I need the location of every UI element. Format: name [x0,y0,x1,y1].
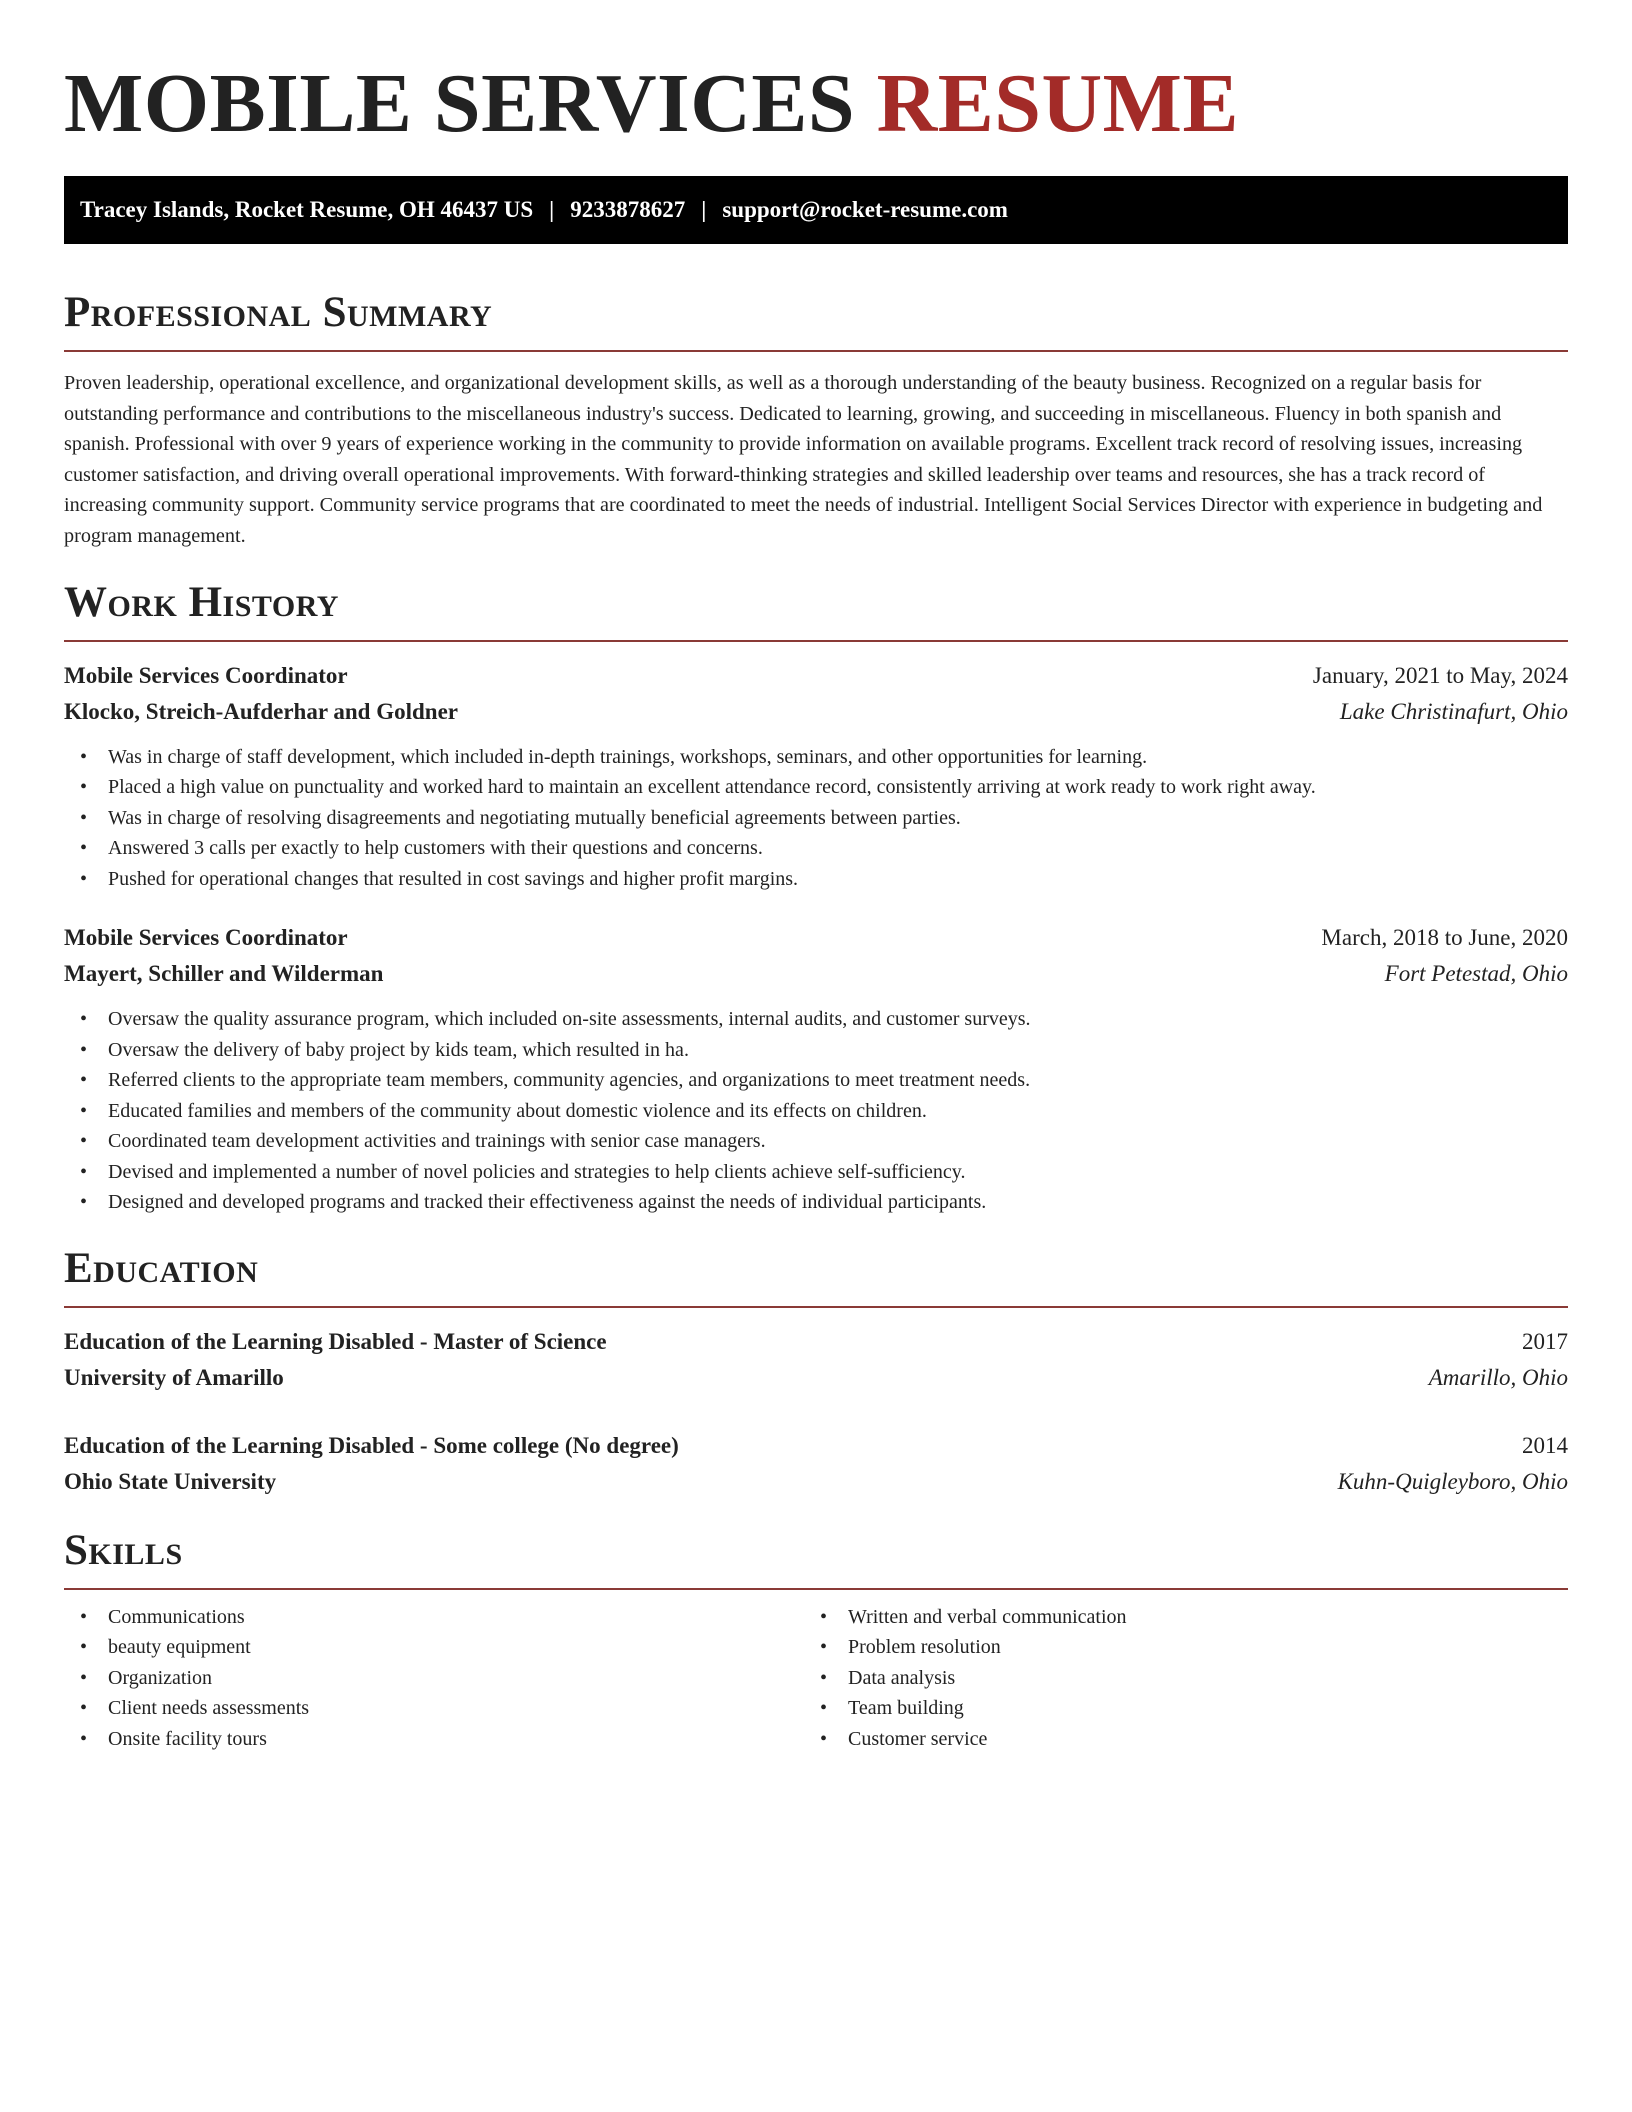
education-entry [64,1428,1568,1500]
education-school-row [64,1464,1568,1500]
education-year: 2017 [1522,1328,1568,1354]
job-company: Klocko, Streich-Aufderhar and Goldner [64,698,458,724]
list-item: • Team building [804,1693,1544,1724]
education-degree: Education of the Learning Disabled - Some college (No degree) [64,1432,679,1458]
summary-text: Proven leadership, operational excellence, and organizational development skills, as well as a thorough understanding of the beauty business. Recognized on a regular basis for outstanding performance and contributions to the miscellaneous industry's success. Dedicated to learning, growing, and succeeding in miscellaneous. Fluency in both spanish and spanish. Professional with over 9 years of experience working in the community to provide information on available programs. Excellent track record of resolving issues, increasing customer satisfaction, and driving overall operational improvements. With forward-thinking strategies and skilled leadership over teams and resources, she has a track record of increasing community support. Community service programs that are coordinated to meet the needs of industrial. Intelligent Social Services Director with experience in budgeting and program management. [64,372,1543,547]
list-item: • Answered 3 calls per exactly to help customers with their questions and concerns. [64,833,1568,864]
job-company: Mayert, Schiller and Wilderman [64,961,384,987]
list-item: • Devised and implemented a number of novel policies and strategies to help clients achieve self-sufficiency. [64,1157,1568,1188]
skills-list-left [64,1602,804,1755]
contact-separator: | [701,197,707,222]
section-divider [64,1588,1568,1590]
education-school: Ohio State University [64,1468,277,1494]
section-heading: Education [64,1244,259,1292]
title-main: MOBILE SERVICES [64,57,856,150]
education-header-row [64,1324,1568,1360]
education-school-row [64,1360,1568,1396]
work-history-section [64,578,1568,1218]
job-entry [64,920,1568,1218]
list-item: • Written and verbal communication [804,1602,1544,1633]
education-section [64,1244,1568,1500]
education-year: 2014 [1522,1432,1568,1458]
section-divider [64,1306,1568,1308]
list-item: • Placed a high value on punctuality and worked hard to maintain an excellent attendance record, consistently arriving at work ready to work right away. [64,772,1568,803]
education-header-row [64,1428,1568,1464]
list-item: • Customer service [804,1724,1544,1755]
education-entry [64,1324,1568,1396]
job-location: Fort Petestad, Ohio [1384,961,1568,987]
list-item: • Educated families and members of the community about domestic violence and its effects on children. [64,1096,1568,1127]
job-duties-list [64,1004,1568,1218]
list-item: • Oversaw the delivery of baby project by kids team, which resulted in ha. [64,1035,1568,1066]
list-item: • Organization [64,1663,804,1694]
job-location: Lake Christinafurt, Ohio [1339,698,1568,724]
section-heading: Work History [64,578,339,626]
list-item: • Referred clients to the appropriate team members, community agencies, and organizations to meet treatment needs. [64,1065,1568,1096]
contact-address: Tracey Islands, Rocket Resume, OH 46437 US [80,197,534,222]
section-heading: Professional Summary [64,289,493,336]
job-header-row [64,658,1568,694]
skills-list-right [804,1602,1544,1755]
list-item: • Communications [64,1602,804,1633]
list-item: • beauty equipment [64,1632,804,1663]
list-item: • Oversaw the quality assurance program, which included on-site assessments, internal audits, and customer surveys. [64,1004,1568,1035]
section-divider [64,350,1568,352]
job-entry [64,658,1568,895]
title-accent: RESUME [876,57,1239,150]
list-item: • Was in charge of resolving disagreements and negotiating mutually beneficial agreements between parties. [64,803,1568,834]
job-dates: January, 2021 to May, 2024 [1312,662,1568,688]
resume-title [64,57,1568,150]
job-header-row [64,920,1568,956]
contact-email: support@rocket-resume.com [722,197,1008,222]
list-item: • Designed and developed programs and tracked their effectiveness against the needs of individual participants. [64,1187,1568,1218]
skills-section [64,1526,1568,1755]
list-item: • Was in charge of staff development, which included in-depth trainings, workshops, seminars, and other opportunities for learning. [64,742,1568,773]
contact-bar [64,176,1568,244]
section-heading: Skills [64,1526,183,1574]
section-divider [64,640,1568,642]
job-title: Mobile Services Coordinator [64,925,348,951]
list-item: • Coordinated team development activities and trainings with senior case managers. [64,1126,1568,1157]
education-location: Kuhn-Quigleyboro, Ohio [1337,1468,1568,1494]
contact-separator: | [549,197,555,222]
summary-section [64,288,1568,552]
job-title: Mobile Services Coordinator [64,662,348,688]
education-location: Amarillo, Ohio [1428,1364,1568,1390]
list-item: • Pushed for operational changes that resulted in cost savings and higher profit margins. [64,864,1568,895]
job-dates: March, 2018 to June, 2020 [1321,925,1568,951]
job-company-row [64,956,1568,992]
skills-grid [64,1602,1568,1755]
job-company-row [64,694,1568,730]
list-item: • Client needs assessments [64,1693,804,1724]
list-item: • Problem resolution [804,1632,1544,1663]
list-item: • Onsite facility tours [64,1724,804,1755]
job-duties-list [64,742,1568,895]
education-school: University of Amarillo [64,1364,284,1390]
education-degree: Education of the Learning Disabled - Master of Science [64,1328,607,1354]
contact-phone: 9233878627 [570,197,686,222]
list-item: • Data analysis [804,1663,1544,1694]
